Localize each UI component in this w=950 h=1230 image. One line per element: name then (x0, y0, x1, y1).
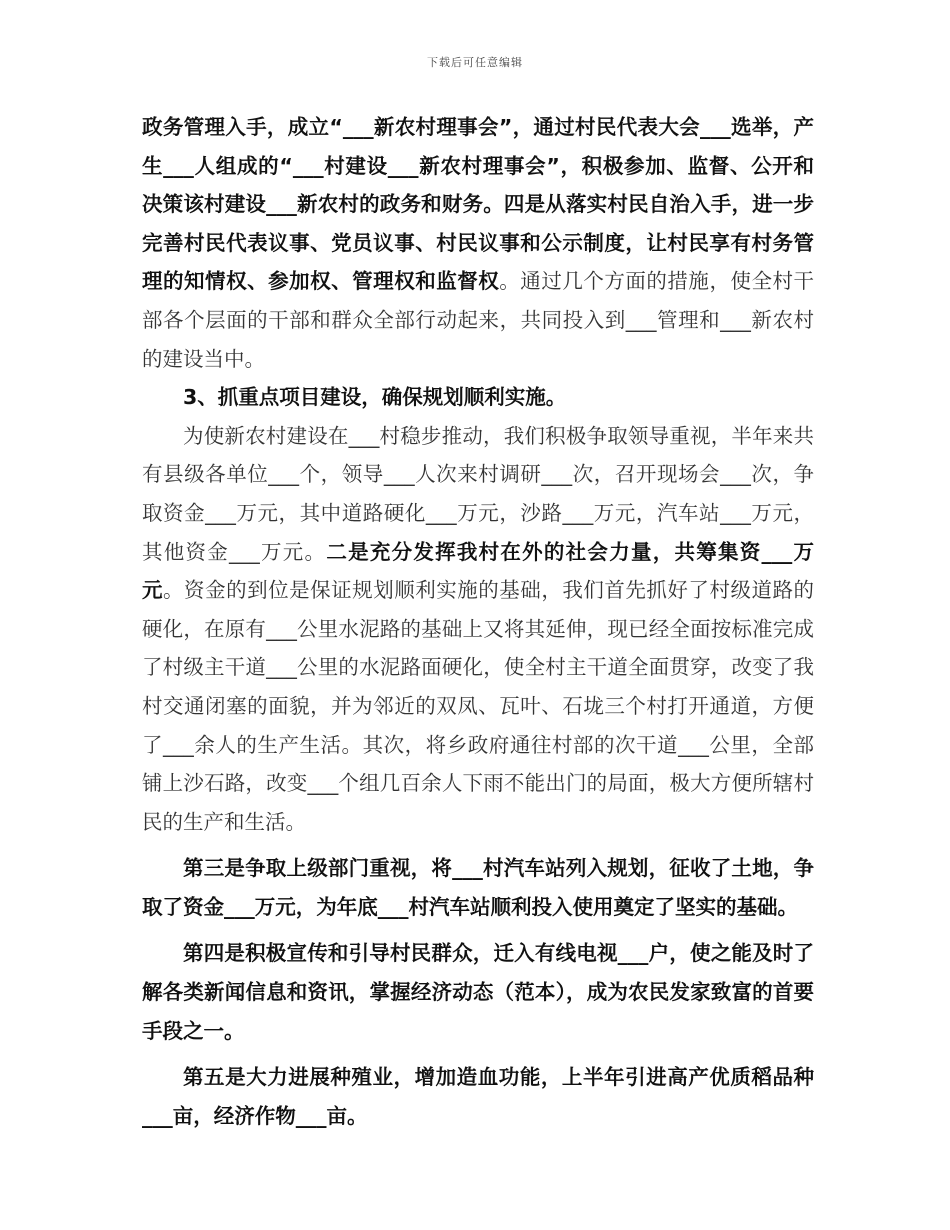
paragraph-3 (142, 417, 814, 842)
page-header: 下载后可任意编辑 (427, 56, 523, 69)
paragraph-3-normal-text-1: 为使新农村建设在___村稳步推动，我们积极争取领导重视，半年来共有县级各单位___个，领导___人次来村调研___次，召开现场会___次，争取资金___万元，其中道路硬化___万元，沙路___万元，汽车站___万元，其他资金___万元。 (142, 423, 814, 564)
paragraph-6: 第五是大力进展种殖业，增加造血功能，上半年引进高产优质稻品种___亩，经济作物___亩。 (142, 1065, 814, 1128)
document-body (142, 108, 814, 1135)
paragraph-5: 第四是积极宣传和引导村民群众，迁入有线电视___户，使之能及时了解各类新闻信息和资讯，掌握经济动态（范本），成为农民发家致富的首要手段之一。 (142, 941, 814, 1043)
paragraph-1-bold-text: 政务管理入手，成立“___新农村理事会”，通过村民代表大会___选举，产生___人组成的“___村建设___新农村理事会”，积极参加、监督、公开和决策该村建设___新农村的政务和财务。四是从落实村民自治入手，进一步完善村民代表议事、党员议事、村民议事和公示制度，让村民享有村务管理的知情权、参加权、管理权和监督权 (142, 115, 814, 294)
paragraph-4: 第三是争取上级部门重视，将___村汽车站列入规划，征收了土地，争取了资金___万元，为年底___村汽车站顺利投入使用奠定了坚实的基础。 (142, 856, 814, 919)
paragraph-3-bold-text: 二是充分发挥我村在外的社会力量，共筹集资___万元 (142, 539, 815, 603)
paragraph-1 (142, 108, 814, 378)
section-heading: 3、抓重点项目建设，确保规划顺利实施。 (183, 385, 567, 410)
paragraph-1-normal-text: 。通过几个方面的措施，使全村干部各个层面的干部和群众全部行动起来，共同投入到___管理和___新农村的建设当中。 (142, 269, 815, 371)
paragraph-3-normal-text-2: 。资金的到位是保证规划顺利实施的基础，我们首先抓好了村级道路的硬化，在原有___公里水泥路的基础上又将其延伸，现已经全面按标准完成了村级主干道___公里的水泥路面硬化，使全村主干道全面贯穿，改变了我村交通闭塞的面貌，并为邻近的双凤、瓦叶、石垅三个村打开通道，方便了___余人的生产生活。其次，将乡政府通往村部的次干道___公里，全部铺上沙石路，改变___个组几百余人下雨不能出门的局面，极大方便所辖村民的生产和生活。 (142, 578, 815, 834)
